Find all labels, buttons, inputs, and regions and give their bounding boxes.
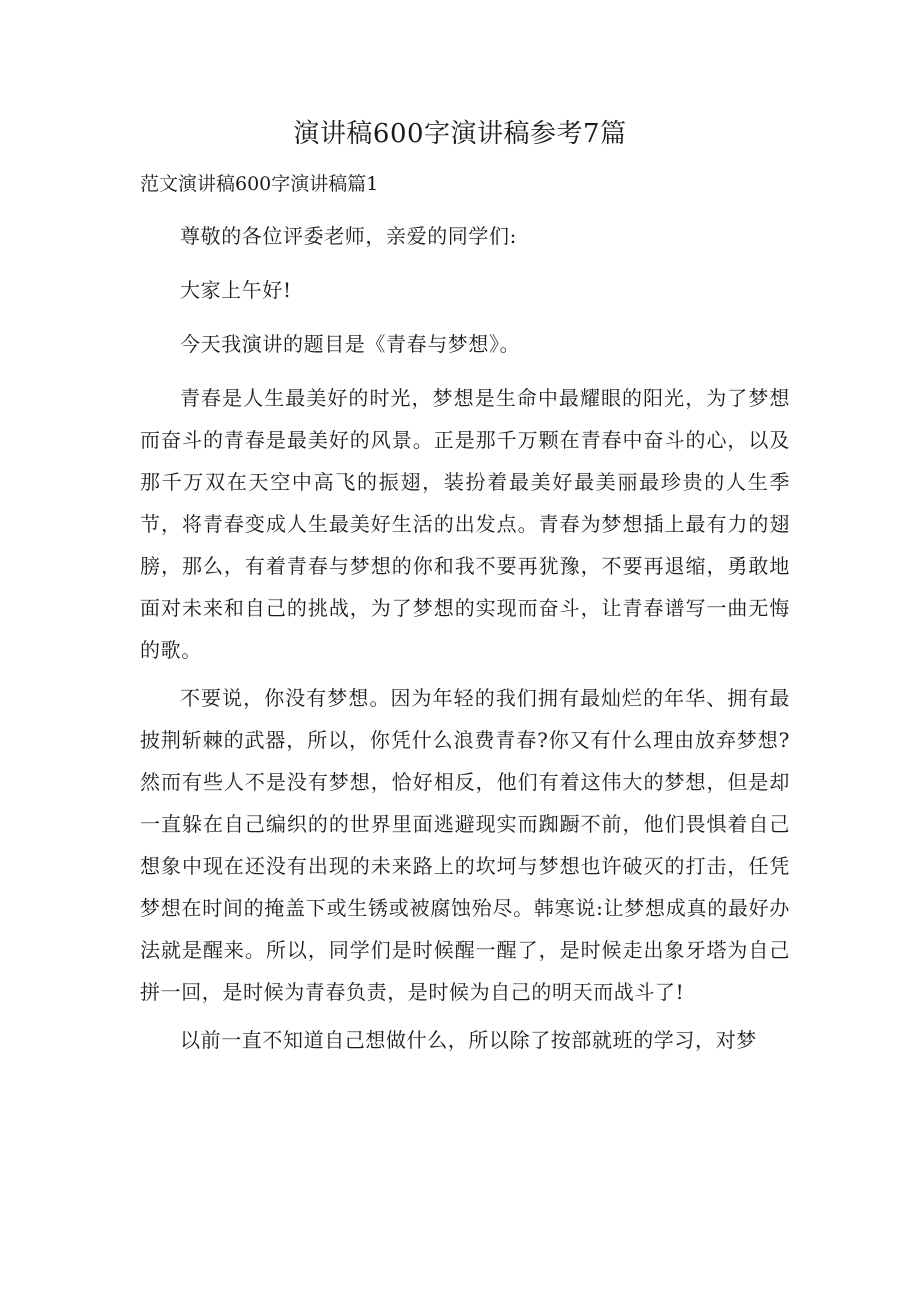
document-body xyxy=(140,215,790,1067)
paragraph-topic: 今天我演讲的题目是《青春与梦想》。 xyxy=(180,332,521,356)
paragraph-do-not-say: 不要说，你没有梦想。因为年轻的我们拥有最灿烂的年华、拥有最披荆斩棘的武器，所以，你凭什么浪费青春?你又有什么理由放弃梦想?然而有些人不是没有梦想，恰好相反，他们有着这伟大的梦想，但是却一直躲在自己编织的的世界里面逃避现实而踟蹰不前，他们畏惧着自己想象中现在还没有出现的未来路上的坎坷与梦想也许破灭的打击，任凭梦想在时间的掩盖下或生锈或被腐蚀殆尽。韩寒说:让梦想成真的最好办法就是醒来。所以，同学们是时候醒一醒了，是时候走出象牙塔为自己拼一回，是时候为青春负责，是时候为自己的明天而战斗了! xyxy=(140,686,790,1004)
paragraph-salutation: 大家上午好! xyxy=(180,278,292,302)
paragraph-greeting: 尊敬的各位评委老师，亲爱的同学们: xyxy=(180,224,517,248)
paragraph-before: 以前一直不知道自己想做什么，所以除了按部就班的学习，对梦 xyxy=(180,1028,757,1052)
section-heading: 范文演讲稿600字演讲稿篇1 xyxy=(140,173,379,195)
document-title: 演讲稿600字演讲稿参考7篇 xyxy=(293,119,627,149)
paragraph-youth-dream: 青春是人生最美好的时光，梦想是生命中最耀眼的阳光，为了梦想而奋斗的青春是最美好的风景。正是那千万颗在青春中奋斗的心，以及那千万双在天空中高飞的振翅，装扮着最美好最美丽最珍贵的人生季节，将青春变成人生最美好生活的出发点。青春为梦想插上最有力的翅膀，那么，有着青春与梦想的你和我不要再犹豫，不要再退缩，勇敢地面对未来和自己的挑战，为了梦想的实现而奋斗，让青春谱写一曲无悔的歌。 xyxy=(140,386,790,662)
